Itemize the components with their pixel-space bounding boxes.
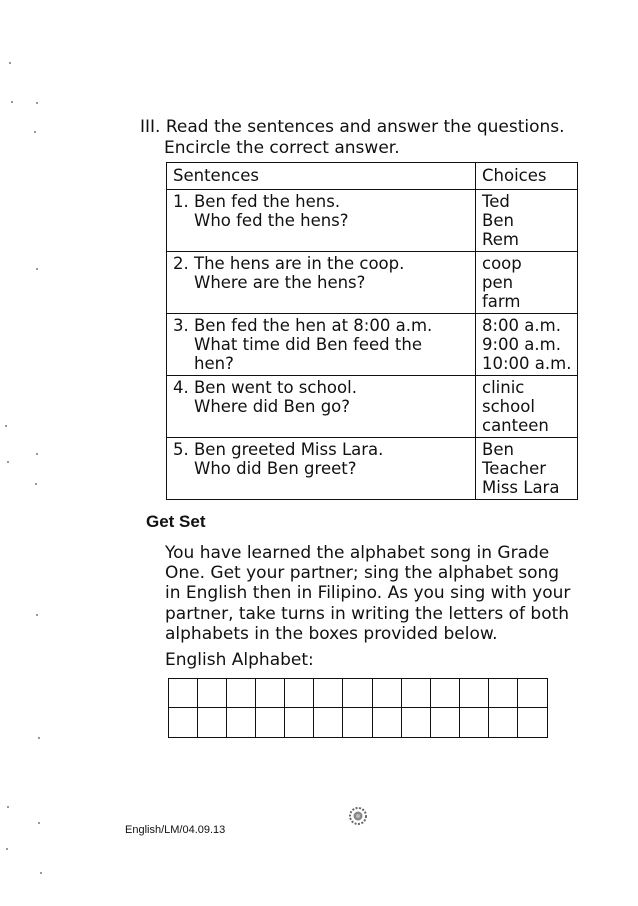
scan-speck [9,62,11,64]
choice-option[interactable]: farm [482,292,521,311]
question-text: Where did Ben go? [194,397,351,416]
table-header-row [167,163,578,190]
school-seal-icon [347,805,369,831]
alphabet-box[interactable] [285,708,314,737]
sentence-text: 4. Ben went to school. [173,378,357,397]
choice-option[interactable]: Teacher [482,459,547,478]
sentence-cell [167,314,476,376]
question-text: hen? [194,354,234,373]
scan-speck [5,425,7,427]
choice-option[interactable]: school [482,397,535,416]
alphabet-box[interactable] [518,708,547,737]
question-text: What time did Ben feed the [194,335,422,354]
alphabet-box[interactable] [198,679,227,708]
paragraph-line: One. Get your partner; sing the alphabet song [165,563,560,584]
alphabet-box[interactable] [402,708,431,737]
get-set-title: Get Set [146,512,206,531]
choice-option[interactable]: Ted [482,192,510,211]
paragraph-line: in English then in Filipino. As you sing with your [165,583,571,604]
section-instruction: Encircle the correct answer. [164,138,400,158]
alphabet-box[interactable] [489,708,518,737]
sentence-text: 3. Ben fed the hen at 8:00 a.m. [173,316,433,335]
footer-code: English/LM/04.09.13 [125,824,226,836]
scan-speck [6,848,8,850]
scan-speck [40,872,42,874]
sentence-cell [167,438,476,500]
alphabet-box-grid [168,678,548,738]
paragraph-line: alphabets in the boxes provided below. [165,623,498,644]
choice-option[interactable]: 8:00 a.m. [482,316,561,335]
alphabet-box[interactable] [285,679,314,708]
sentence-text: 1. Ben fed the hens. [173,192,341,211]
alphabet-box[interactable] [460,679,489,708]
table-row [167,438,578,500]
question-text: Who did Ben greet? [194,459,357,478]
alphabet-box[interactable] [402,679,431,708]
sentence-text: 2. The hens are in the coop. [173,254,405,273]
alphabet-box[interactable] [198,708,227,737]
scan-speck [36,453,38,455]
paragraph-line: partner, take turns in writing the letters of both [165,603,570,624]
sentence-cell [167,376,476,438]
choice-option[interactable]: Miss Lara [482,478,560,497]
choice-option[interactable]: 10:00 a.m. [482,354,572,373]
scan-speck [35,483,37,485]
alphabet-box[interactable] [227,708,256,737]
alphabet-box[interactable] [460,708,489,737]
table-row [167,376,578,438]
alphabet-box[interactable] [373,708,402,737]
alphabet-box[interactable] [169,679,198,708]
alphabet-box[interactable] [169,708,198,737]
alphabet-box[interactable] [373,679,402,708]
section-heading: III. Read the sentences and answer the questions. [140,117,565,137]
choices-cell [476,438,578,500]
paragraph-line: You have learned the alphabet song in Grade [165,543,550,563]
get-set-paragraph [165,543,585,644]
choices-cell [476,190,578,252]
sentence-cell [167,252,476,314]
alphabet-box[interactable] [343,708,372,737]
table-row [167,190,578,252]
scan-speck [38,822,40,824]
choice-option[interactable]: pen [482,273,514,292]
alphabet-box[interactable] [314,708,343,737]
alphabet-box[interactable] [314,679,343,708]
choice-option[interactable]: coop [482,254,522,273]
table-row [167,252,578,314]
choice-option[interactable]: 9:00 a.m. [482,335,561,354]
alphabet-box[interactable] [431,708,460,737]
choices-table [166,162,578,500]
english-alphabet-label: English Alphabet: [165,650,314,670]
scan-speck [34,131,36,133]
alphabet-box[interactable] [256,679,285,708]
choices-cell [476,252,578,314]
scan-speck [36,268,38,270]
alphabet-box[interactable] [227,679,256,708]
alphabet-box[interactable] [518,679,547,708]
choice-option[interactable]: Rem [482,230,519,249]
sentence-text: 5. Ben greeted Miss Lara. [173,440,384,459]
sentence-cell [167,190,476,252]
scan-speck [38,737,40,739]
scan-speck [36,614,38,616]
alphabet-box[interactable] [343,679,372,708]
scan-speck [36,102,38,104]
scan-speck [7,461,9,463]
header-choices: Choices [476,163,578,190]
table-row [167,314,578,376]
question-text: Who fed the hens? [194,211,349,230]
choice-option[interactable]: Ben [482,211,514,230]
alphabet-box[interactable] [431,679,460,708]
scan-speck [7,806,9,808]
alphabet-box[interactable] [256,708,285,737]
question-text: Where are the hens? [194,273,366,292]
choice-option[interactable]: Ben [482,440,514,459]
choice-option[interactable]: clinic [482,378,525,397]
choices-cell [476,376,578,438]
choice-option[interactable]: canteen [482,416,549,435]
header-sentences: Sentences [167,163,476,190]
scan-speck [11,101,13,103]
choices-cell [476,314,578,376]
alphabet-box[interactable] [489,679,518,708]
